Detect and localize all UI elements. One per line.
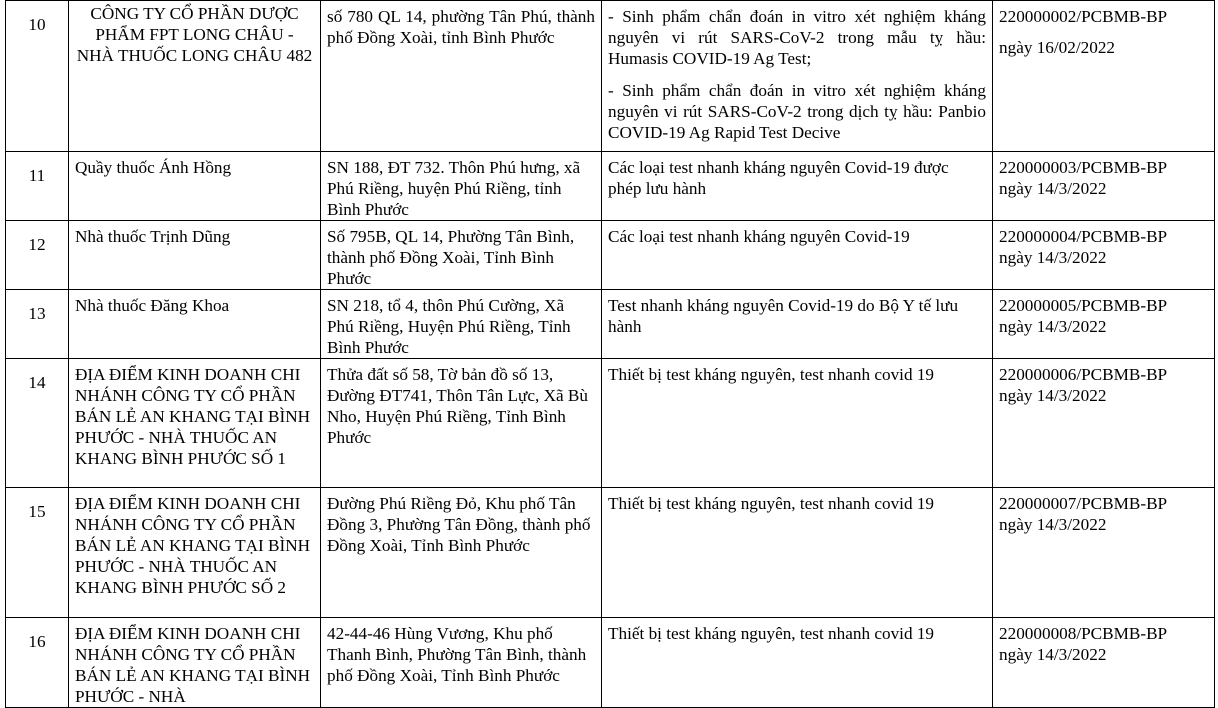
license-cell	[993, 152, 1215, 221]
product-entry: Thiết bị test kháng nguyên, test nhanh covid 19	[608, 494, 935, 513]
product-list	[602, 221, 993, 290]
table-row	[6, 618, 1215, 708]
product-entry: Các loại test nhanh kháng nguyên Covid-19 được phép lưu hành	[608, 158, 949, 198]
business-address: số 780 QL 14, phường Tân Phú, thành phố Đồng Xoài, tỉnh Bình Phước	[321, 1, 602, 152]
table-row	[6, 488, 1215, 618]
license-number: 220000003/PCBMB-BP	[999, 158, 1168, 177]
business-address: Đường Phú Riềng Đỏ, Khu phố Tân Đồng 3, Phường Tân Đồng, thành phố Đồng Xoài, Tỉnh Bình Phước	[321, 488, 602, 618]
license-cell	[993, 618, 1215, 708]
store-registry-table	[5, 0, 1215, 708]
license-date: ngày 14/3/2022	[999, 248, 1107, 267]
license-date: ngày 14/3/2022	[999, 317, 1107, 336]
product-entry: Thiết bị test kháng nguyên, test nhanh covid 19	[608, 365, 935, 384]
license-number: 220000008/PCBMB-BP	[999, 624, 1168, 643]
license-number: 220000004/PCBMB-BP	[999, 227, 1168, 246]
license-date: ngày 14/3/2022	[999, 645, 1107, 664]
business-name: CÔNG TY CỔ PHẦN DƯỢC PHẨM FPT LONG CHÂU - NHÀ THUỐC LONG CHÂU 482	[69, 1, 321, 152]
license-date: ngày 14/3/2022	[999, 386, 1107, 405]
license-date: ngày 14/3/2022	[999, 179, 1107, 198]
license-number: 220000007/PCBMB-BP	[999, 494, 1168, 513]
row-number: 15	[6, 488, 69, 618]
product-list	[602, 290, 993, 359]
business-name: Quầy thuốc Ánh Hồng	[69, 152, 321, 221]
license-number: 220000002/PCBMB-BP	[999, 7, 1168, 26]
license-number: 220000006/PCBMB-BP	[999, 365, 1168, 384]
license-date: ngày 16/02/2022	[999, 38, 1116, 57]
table-row	[6, 290, 1215, 359]
business-address: SN 188, ĐT 732. Thôn Phú hưng, xã Phú Riềng, huyện Phú Riềng, tỉnh Bình Phước	[321, 152, 602, 221]
product-entry: Test nhanh kháng nguyên Covid-19 do Bộ Y tế lưu hành	[608, 296, 959, 336]
business-name: ĐỊA ĐIỂM KINH DOANH CHI NHÁNH CÔNG TY CỔ PHẦN BÁN LẺ AN KHANG TẠI BÌNH PHƯỚC - NHÀ THUỐC AN KHANG BÌNH PHƯỚC SỐ 1	[69, 359, 321, 488]
product-list	[602, 1, 993, 152]
table-row	[6, 221, 1215, 290]
table-row	[6, 359, 1215, 488]
product-entry: - Sinh phẩm chẩn đoán in vitro xét nghiệm kháng nguyên vi rút SARS-CoV-2 trong mẫu tỵ hầu: Humasis COVID-19 Ag Test;	[608, 7, 986, 68]
business-address: Thửa đất số 58, Tờ bản đồ số 13, Đường ĐT741, Thôn Tân Lực, Xã Bù Nho, Huyện Phú Riềng, Tỉnh Bình Phước	[321, 359, 602, 488]
license-cell	[993, 488, 1215, 618]
row-number: 12	[6, 221, 69, 290]
row-number: 10	[6, 1, 69, 152]
license-date: ngày 14/3/2022	[999, 515, 1107, 534]
product-entry: Các loại test nhanh kháng nguyên Covid-19	[608, 227, 910, 246]
product-list	[602, 618, 993, 708]
business-name: ĐỊA ĐIỂM KINH DOANH CHI NHÁNH CÔNG TY CỔ PHẦN BÁN LẺ AN KHANG TẠI BÌNH PHƯỚC - NHÀ	[69, 618, 321, 708]
business-name: Nhà thuốc Trịnh Dũng	[69, 221, 321, 290]
business-name: Nhà thuốc Đăng Khoa	[69, 290, 321, 359]
license-cell	[993, 290, 1215, 359]
license-number: 220000005/PCBMB-BP	[999, 296, 1168, 315]
row-number: 14	[6, 359, 69, 488]
business-address: Số 795B, QL 14, Phường Tân Bình, thành phố Đồng Xoài, Tỉnh Bình Phước	[321, 221, 602, 290]
business-address: SN 218, tổ 4, thôn Phú Cường, Xã Phú Riềng, Huyện Phú Riềng, Tỉnh Bình Phước	[321, 290, 602, 359]
license-cell	[993, 359, 1215, 488]
row-number: 13	[6, 290, 69, 359]
product-list	[602, 488, 993, 618]
product-list	[602, 152, 993, 221]
product-list	[602, 359, 993, 488]
business-address: 42-44-46 Hùng Vương, Khu phố Thanh Bình, Phường Tân Bình, thành phố Đồng Xoài, Tỉnh Bình Phước	[321, 618, 602, 708]
row-number: 16	[6, 618, 69, 708]
license-cell	[993, 221, 1215, 290]
product-entry: - Sinh phẩm chẩn đoán in vitro xét nghiệm kháng nguyên vi rút SARS-CoV-2 trong dịch tỵ hầu: Panbio COVID-19 Ag Rapid Test Decive	[608, 81, 986, 142]
product-entry: Thiết bị test kháng nguyên, test nhanh covid 19	[608, 624, 935, 643]
business-name: ĐỊA ĐIỂM KINH DOANH CHI NHÁNH CÔNG TY CỔ PHẦN BÁN LẺ AN KHANG TẠI BÌNH PHƯỚC - NHÀ THUỐC AN KHANG BÌNH PHƯỚC SỐ 2	[69, 488, 321, 618]
table-row	[6, 1, 1215, 152]
license-cell	[993, 1, 1215, 152]
table-row	[6, 152, 1215, 221]
row-number: 11	[6, 152, 69, 221]
